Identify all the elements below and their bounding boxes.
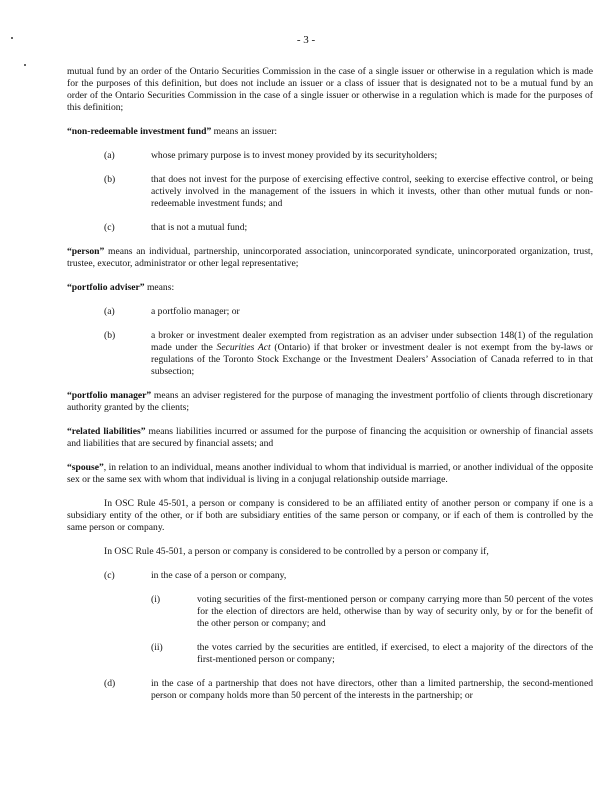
sub-list-item: (i) voting securities of the first-mentioned person or company carrying more than 50 percent of the votes for the election of directors are held, otherwise than by way of security only, by or for the benefit of the other person or company; and bbox=[151, 594, 593, 629]
defined-term: “person” bbox=[67, 246, 105, 257]
mutual-fund-continuation: mutual fund by an order of the Ontario Securities Commission in the case of a single issuer or otherwise in a regulation which is made for the purposes of this definition, but does not include an issuer or a class of issuer that is designated not to be a mutual fund by an order of the Ontario Securities Commission in the case of a single issuer or otherwise in a regulation which is made for the purposes of this definition; bbox=[67, 66, 593, 113]
definition-related-liabilities: “related liabilities” means liabilities incurred or assumed for the purpose of financing the acquisition or ownership of financial assets and liabilities that are secured by financial assets; and bbox=[67, 426, 593, 449]
defined-term: “portfolio manager” bbox=[67, 390, 152, 401]
scan-speck bbox=[24, 64, 26, 66]
document-body bbox=[67, 66, 593, 714]
page-number: - 3 - bbox=[296, 34, 316, 46]
list-item: (c) that is not a mutual fund; bbox=[104, 222, 248, 233]
list-item: (b) that does not invest for the purpose of exercising effective control, seeking to exercise effective control, or being actively involved in the management of the issuers in which it invests, other than other mutual funds or non-redeemable investment funds; and bbox=[104, 174, 593, 209]
list-item: (a) whose primary purpose is to invest money provided by its securityholders; bbox=[104, 150, 438, 161]
act-title: Securities Act bbox=[216, 342, 271, 353]
defined-term: “portfolio adviser” bbox=[67, 282, 145, 293]
definition-spouse: “spouse”, in relation to an individual, means another individual to whom that individual is married, or another individual of the opposite sex or the same sex with whom that individual is living in a conjugal relationship outside marriage. bbox=[67, 462, 593, 485]
sub-list-item: (ii) the votes carried by the securities are entitled, if exercised, to elect a majority of the directors of the first-mentioned person or company; bbox=[151, 642, 593, 665]
definition-portfolio-adviser: “portfolio adviser” means: bbox=[67, 282, 175, 293]
defined-term: “spouse” bbox=[67, 462, 104, 473]
definition-person: “person” means an individual, partnership, unincorporated association, unincorporated syndicate, unincorporated organization, trust, trustee, executor, administrator or other legal representative; bbox=[67, 246, 593, 269]
defined-term: “related liabilities” bbox=[67, 426, 146, 437]
defined-term: “non-redeemable investment fund” bbox=[67, 126, 212, 137]
list-item: (c) in the case of a person or company, bbox=[104, 570, 287, 581]
list-item: (a) a portfolio manager; or bbox=[104, 306, 240, 317]
list-item: (b) a broker or investment dealer exempted from registration as an adviser under subsection 148(1) of the regulation made under the Securities Act (Ontario) if that broker or investment dealer is not exempt from the by-laws or regulations of the Toronto Stock Exchange or the Investment Dealers’ Association of Canada referred to in that subsection; bbox=[104, 330, 593, 377]
definition-portfolio-manager: “portfolio manager” means an adviser registered for the purpose of managing the investment portfolio of clients through discretionary authority granted by the clients; bbox=[67, 390, 593, 413]
list-item: (d) in the case of a partnership that does not have directors, other than a limited partnership, the second-mentioned person or company holds more than 50 percent of the interests in the partnership; or bbox=[104, 678, 593, 701]
affiliated-entity-paragraph: In OSC Rule 45-501, a person or company is considered to be an affiliated entity of another person or company if one is a subsidiary entity of the other, or if both are subsidiary entities of the same person or company, or if each of them is controlled by the same person or company. bbox=[67, 498, 593, 533]
controlled-paragraph: In OSC Rule 45-501, a person or company is considered to be controlled by a person or company if, bbox=[104, 546, 489, 557]
definition-non-redeemable-investment-fund: “non-redeemable investment fund” means an issuer: bbox=[67, 126, 278, 137]
